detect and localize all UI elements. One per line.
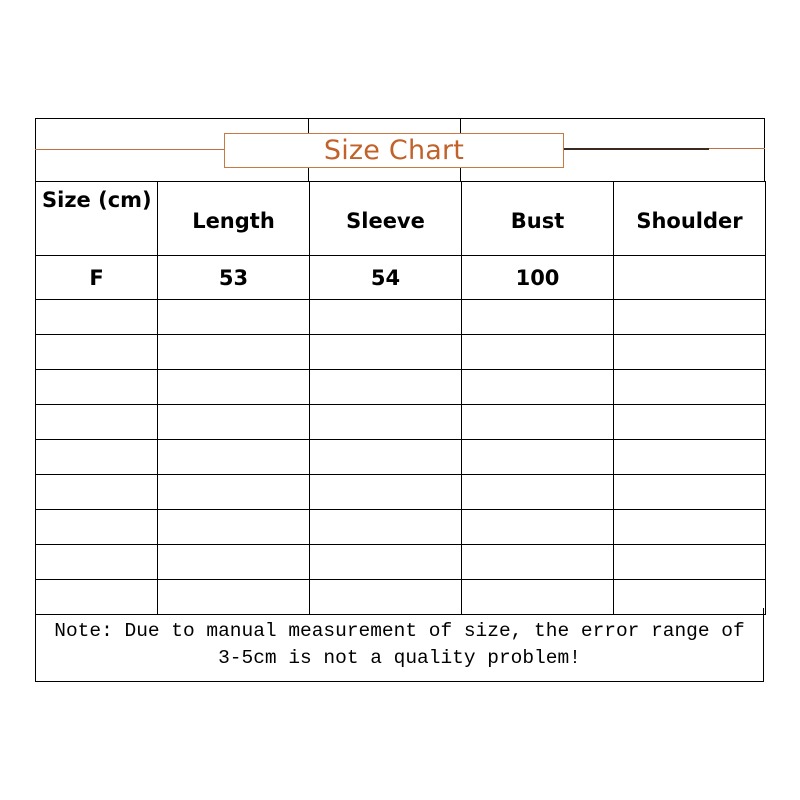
empty-cell [614, 440, 766, 475]
empty-cell [36, 545, 158, 580]
empty-cell [614, 475, 766, 510]
empty-cell [310, 370, 462, 405]
empty-cell [462, 405, 614, 440]
cell-bust: 100 [462, 256, 614, 300]
empty-table-row [36, 370, 766, 405]
empty-cell [158, 440, 310, 475]
empty-cell [310, 510, 462, 545]
empty-table-row [36, 475, 766, 510]
table-row [36, 256, 766, 300]
chart-title: Size Chart [224, 133, 564, 168]
empty-cell [36, 440, 158, 475]
empty-cell [614, 370, 766, 405]
empty-cell [158, 335, 310, 370]
header-bust: Bust [462, 182, 614, 256]
empty-cell [310, 300, 462, 335]
empty-table-row [36, 440, 766, 475]
empty-cell [36, 370, 158, 405]
empty-cell [614, 335, 766, 370]
empty-cell [462, 475, 614, 510]
empty-cell [36, 475, 158, 510]
empty-cell [158, 405, 310, 440]
empty-cell [614, 300, 766, 335]
header-shoulder: Shoulder [614, 182, 766, 256]
empty-cell [36, 300, 158, 335]
title-band [35, 118, 765, 181]
empty-cell [36, 335, 158, 370]
cell-sleeve: 54 [310, 256, 462, 300]
empty-cell [614, 510, 766, 545]
empty-cell [158, 370, 310, 405]
cell-size: F [36, 256, 158, 300]
empty-cell [462, 335, 614, 370]
title-accent-line-left [35, 149, 225, 150]
empty-cell [462, 510, 614, 545]
empty-cell [614, 405, 766, 440]
table-header-row [36, 182, 766, 256]
empty-table-row [36, 510, 766, 545]
empty-cell [310, 405, 462, 440]
empty-cell [158, 300, 310, 335]
empty-table-row [36, 545, 766, 580]
empty-cell [158, 475, 310, 510]
empty-table-row [36, 405, 766, 440]
empty-cell [462, 370, 614, 405]
empty-cell [462, 545, 614, 580]
empty-cell [614, 545, 766, 580]
empty-cell [158, 545, 310, 580]
title-band-top-border [35, 118, 765, 119]
header-size: Size (cm) [36, 182, 158, 256]
empty-cell [36, 405, 158, 440]
measurement-note: Note: Due to manual measurement of size, the error range of 3-5cm is not a quality problem! [35, 608, 764, 682]
empty-cell [462, 440, 614, 475]
empty-cell [36, 510, 158, 545]
title-accent-line-right [564, 148, 765, 150]
empty-cell [310, 335, 462, 370]
header-sleeve: Sleeve [310, 182, 462, 256]
empty-cell [462, 300, 614, 335]
empty-cell [310, 440, 462, 475]
header-length: Length [158, 182, 310, 256]
empty-table-row [36, 335, 766, 370]
cell-length: 53 [158, 256, 310, 300]
size-table [35, 181, 766, 615]
empty-cell [310, 475, 462, 510]
cell-shoulder [614, 256, 766, 300]
empty-cell [158, 510, 310, 545]
empty-table-row [36, 300, 766, 335]
empty-cell [310, 545, 462, 580]
